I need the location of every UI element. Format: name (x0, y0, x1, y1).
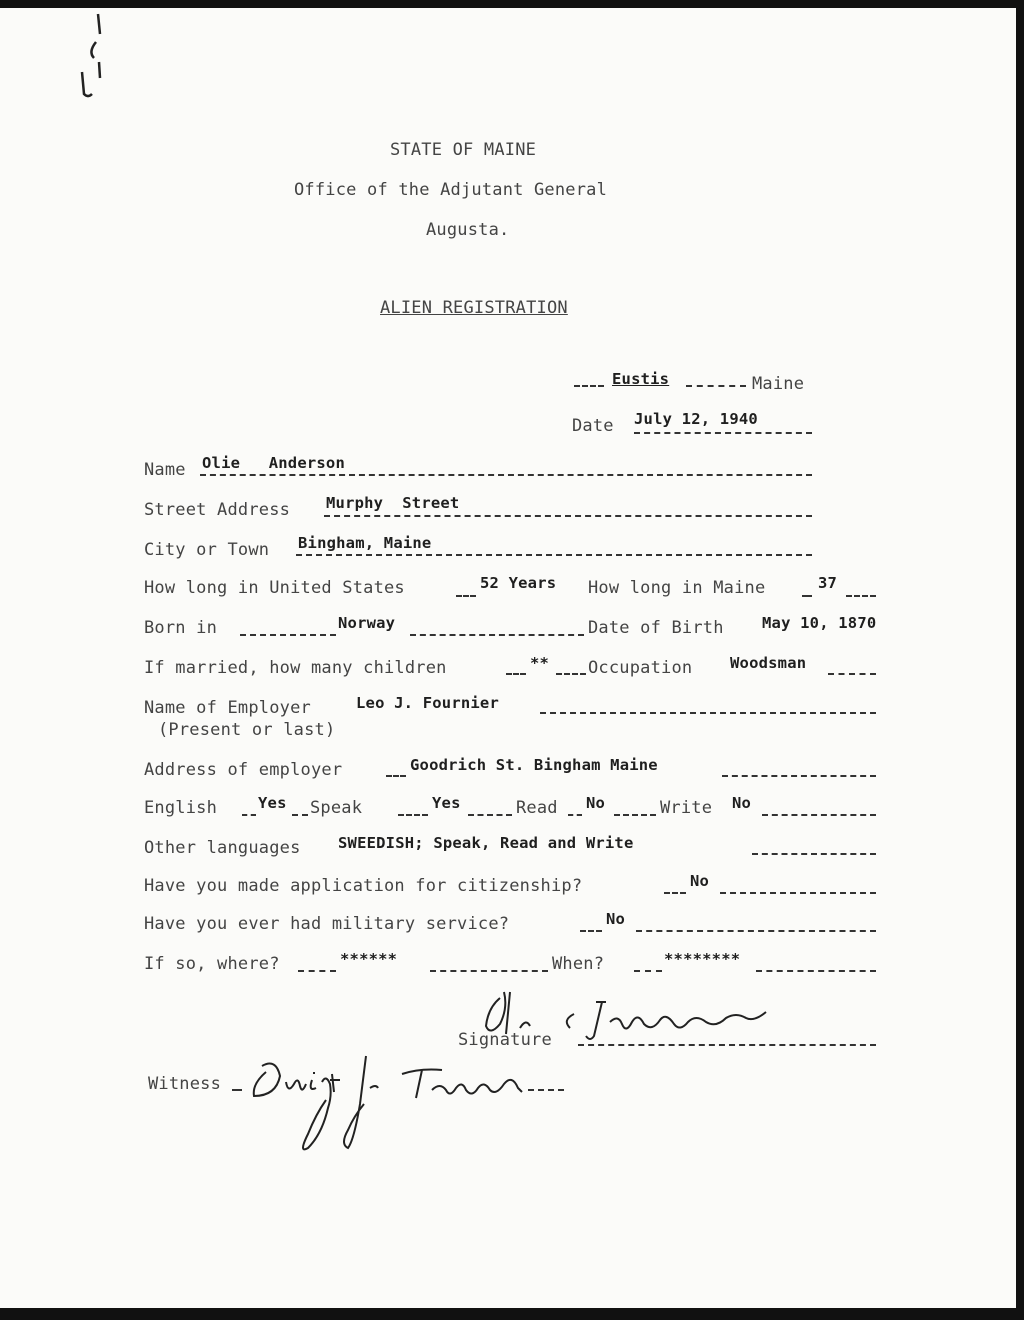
military-label: Have you ever had military service? (144, 914, 510, 934)
street-label: Street Address (144, 500, 291, 520)
write-value: No (732, 794, 752, 812)
speak-label: Speak (310, 798, 363, 818)
form-title: ALIEN REGISTRATION (380, 298, 568, 318)
english-label: English (144, 798, 218, 818)
city-label: City or Town (144, 540, 270, 560)
when-label: When? (552, 954, 605, 974)
other-languages-label: Other languages (144, 838, 301, 858)
maine-years-value: 37 (818, 574, 838, 592)
when-value: ******** (664, 950, 741, 968)
where-label: If so, where? (144, 954, 280, 974)
read-label: Read (516, 798, 558, 818)
employer-value: Leo J. Fournier (356, 694, 499, 712)
occupation-label: Occupation (588, 658, 693, 678)
date-value: July 12, 1940 (634, 410, 758, 428)
occupation-value: Woodsman (730, 654, 807, 672)
witness-handwriting (236, 1044, 536, 1154)
write-label: Write (660, 798, 713, 818)
citizenship-label: Have you made application for citizenship? (144, 876, 583, 896)
dob-value: May 10, 1870 (762, 614, 877, 632)
date-label: Date (572, 416, 614, 436)
place-town: Eustis (612, 370, 670, 388)
english-value: Yes (258, 794, 287, 812)
us-years-value: 52 Years (480, 574, 557, 592)
military-value: No (606, 910, 626, 928)
employer-label: Name of Employer (144, 698, 311, 718)
document-page (0, 8, 1016, 1308)
born-value: Norway (338, 614, 396, 632)
us-years-label: How long in United States (144, 578, 405, 598)
maine-years-label: How long in Maine (588, 578, 766, 598)
corner-pencil-mark (74, 12, 114, 102)
citizenship-value: No (690, 872, 710, 890)
read-value: No (586, 794, 606, 812)
children-label: If married, how many children (144, 658, 447, 678)
signature-label: Signature (458, 1030, 552, 1050)
name-label: Name (144, 460, 186, 480)
speak-value: Yes (432, 794, 461, 812)
header-state: STATE OF MAINE (390, 140, 537, 160)
other-languages-value: SWEEDISH; Speak, Read and Write (338, 834, 634, 852)
dob-label: Date of Birth (588, 618, 724, 638)
witness-label: Witness (148, 1074, 222, 1094)
header-office: Office of the Adjutant General (294, 180, 608, 200)
place-state: Maine (752, 374, 805, 394)
street-value: Murphy Street (326, 494, 460, 512)
employer-address-value: Goodrich St. Bingham Maine (410, 756, 658, 774)
employer-address-label: Address of employer (144, 760, 343, 780)
header-city: Augusta. (426, 220, 510, 240)
city-value: Bingham, Maine (298, 534, 432, 552)
born-label: Born in (144, 618, 218, 638)
employer-sublabel: (Present or last) (158, 720, 336, 740)
where-value: ****** (340, 950, 398, 968)
children-value: ** (530, 654, 550, 672)
name-value: Olie Anderson (202, 454, 345, 472)
